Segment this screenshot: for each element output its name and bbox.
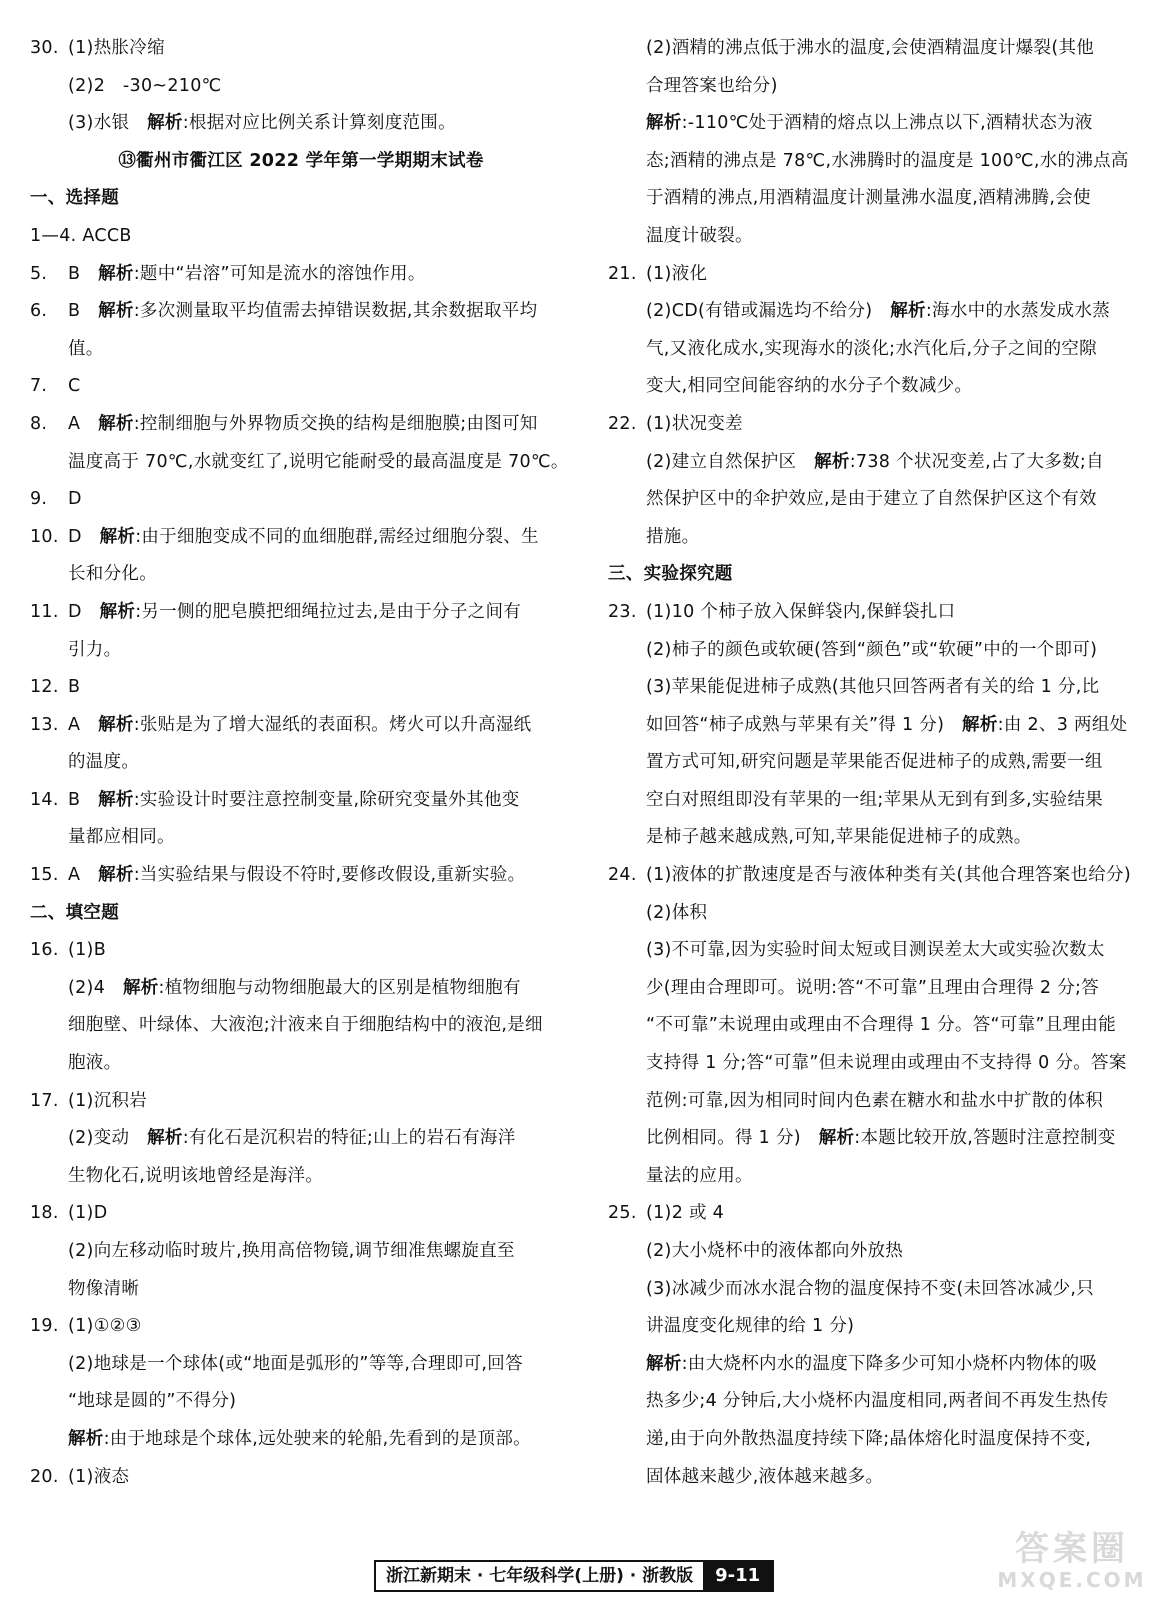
answer-text: (1)液态 [68, 1466, 130, 1487]
analysis-label: 解析 [890, 301, 926, 322]
analysis-label: 解析 [98, 789, 134, 810]
answer-text: (1)D [68, 1203, 108, 1224]
answer-text: 1—4. ACCB [30, 225, 132, 246]
answer-line [608, 406, 1140, 444]
answer-line [30, 68, 572, 106]
answer-line [608, 932, 1140, 970]
answer-line [30, 1233, 572, 1271]
answer-line [30, 857, 572, 895]
answer-line [608, 819, 1140, 857]
answer-line [30, 819, 572, 857]
answer-line [608, 1459, 1140, 1497]
answer-text: (1)热胀冷缩 [68, 38, 165, 58]
analysis-label: 解析 [814, 451, 850, 472]
answer-line [608, 1083, 1140, 1121]
answer-text: (2)4 [68, 977, 123, 998]
exam-title [30, 143, 572, 181]
answer-line [30, 707, 572, 745]
answer-line [30, 1271, 572, 1309]
answer-text: A [68, 714, 99, 735]
analysis-label: 解析 [646, 113, 682, 134]
question-number: 20. [30, 1466, 59, 1487]
analysis-text: :张贴是为了增大湿纸的表面积。烤火可以升高湿纸 [133, 714, 532, 735]
answer-text: 措施。 [646, 526, 700, 547]
answer-line [608, 1271, 1140, 1309]
analysis-text: :控制细胞与外界物质交换的结构是细胞膜;由图可知 [133, 413, 538, 434]
answer-text: B [68, 301, 99, 322]
answer-text: 二、填空题 [30, 902, 119, 923]
answer-line [608, 970, 1140, 1008]
answer-text: 温度计破裂。 [646, 225, 753, 246]
answer-text: (2)地球是一个球体(或“地面是弧形的”等等,合理即可,回答 [68, 1353, 523, 1374]
analysis-label: 解析 [818, 1128, 855, 1149]
answer-text: (1)B [68, 940, 106, 961]
answer-text: (2)向左移动临时玻片,换用高倍物镜,调节细准焦螺旋直至 [68, 1241, 515, 1261]
answer-text: B [68, 677, 81, 698]
section-heading [30, 180, 572, 218]
answer-line [608, 1346, 1140, 1384]
answer-line [608, 1158, 1140, 1196]
analysis-text: :由于地球是个球体,远处驶来的轮船,先看到的是顶部。 [103, 1428, 531, 1449]
answer-text: 合理答案也给分) [646, 75, 778, 96]
answer-text: (2)体积 [646, 902, 708, 923]
question-number: 5. [30, 263, 48, 284]
question-number: 16. [30, 940, 59, 961]
answer-text: “地球是圆的”不得分) [68, 1391, 237, 1412]
answer-line [608, 331, 1140, 369]
answer-line [608, 256, 1140, 294]
answer-text: 一、选择题 [30, 188, 119, 209]
answer-text: (2)CD(有错或漏选均不给分) [646, 301, 891, 322]
answer-line [30, 1459, 572, 1497]
answer-line [608, 632, 1140, 670]
answer-text: C [68, 376, 81, 397]
right-column [608, 30, 1140, 1496]
question-number: 9. [30, 489, 48, 510]
answer-line [608, 30, 1140, 68]
answer-line [608, 368, 1140, 406]
answer-text: 是柿子越来越成熟,可知,苹果能促进柿子的成熟。 [646, 827, 1032, 848]
analysis-text: :由 2、3 两组处 [997, 714, 1128, 735]
answer-text: 热多少;4 分钟后,大小烧杯内温度相同,两者间不再发生热传 [646, 1391, 1109, 1412]
answer-text: (2)酒精的沸点低于沸水的温度,会使酒精温度计爆裂(其他 [646, 38, 1095, 58]
answer-line [30, 556, 572, 594]
answer-text: ⑬衢州市衢江区 2022 学年第一学期期末试卷 [118, 150, 484, 171]
answer-line [608, 594, 1140, 632]
answer-text: 空白对照组即没有苹果的一组;苹果从无到有到多,实验结果 [646, 789, 1104, 810]
answer-line [608, 519, 1140, 557]
analysis-text: :另一侧的肥皂膜把细绳拉过去,是由于分子之间有 [135, 601, 522, 622]
question-number: 22. [608, 413, 637, 434]
analysis-text: :多次测量取平均值需去掉错误数据,其余数据取平均 [133, 301, 538, 322]
answer-line [608, 1195, 1140, 1233]
answer-line [608, 744, 1140, 782]
analysis-text: :根据对应比例关系计算刻度范围。 [182, 113, 456, 134]
answer-text: (1)沉积岩 [68, 1090, 148, 1111]
answer-text: 置方式可知,研究问题是苹果能否促进柿子的成熟,需要一组 [646, 752, 1103, 773]
question-number: 13. [30, 714, 59, 735]
answer-text: (2)建立自然保护区 [646, 451, 815, 472]
answer-line [30, 669, 572, 707]
answer-line [30, 331, 572, 369]
answer-text: (3)水银 [68, 113, 148, 134]
answer-line [30, 406, 572, 444]
answer-text: 的温度。 [68, 752, 140, 773]
answer-line [608, 1233, 1140, 1271]
question-number: 30. [30, 38, 59, 58]
answer-text: 生物化石,说明该地曾经是海洋。 [68, 1165, 324, 1186]
answer-line [30, 1421, 572, 1459]
watermark-text: 答案圈 [1015, 1529, 1129, 1569]
answer-line [30, 481, 572, 519]
answer-line [30, 594, 572, 632]
answer-text: D [68, 489, 82, 510]
question-number: 25. [608, 1203, 637, 1224]
question-number: 10. [30, 526, 59, 547]
answer-text: 量法的应用。 [646, 1165, 753, 1186]
answer-text: (2)2 -30~210℃ [68, 75, 222, 96]
question-number: 17. [30, 1090, 59, 1111]
question-number: 24. [608, 865, 637, 886]
answer-text: 物像清晰 [68, 1278, 140, 1299]
answer-text: 值。 [68, 338, 104, 359]
answer-line [608, 105, 1140, 143]
answer-line [608, 782, 1140, 820]
answer-text: 少(理由合理即可。说明:答“不可靠”且理由合理得 2 分;答 [646, 977, 1100, 998]
answer-text: 支持得 1 分;答“可靠”但未说理由或理由不支持得 0 分。答案 [646, 1053, 1127, 1074]
analysis-label: 解析 [962, 714, 998, 735]
answer-line [608, 481, 1140, 519]
answer-line [30, 105, 572, 143]
analysis-label: 解析 [98, 301, 134, 322]
answer-line [608, 1421, 1140, 1459]
answer-text: (3)不可靠,因为实验时间太短或目测误差太大或实验次数太 [646, 940, 1105, 961]
answer-text: (1)①②③ [68, 1316, 142, 1337]
analysis-label: 解析 [646, 1353, 682, 1374]
answer-line [30, 1158, 572, 1196]
answer-line [30, 1083, 572, 1121]
answer-line [30, 1308, 572, 1346]
analysis-label: 解析 [99, 601, 136, 622]
answer-line [30, 30, 572, 68]
answer-text: 细胞壁、叶绿体、大液泡;汁液来自于细胞结构中的液泡,是细 [68, 1015, 543, 1036]
answer-text: (1)状况变差 [646, 413, 743, 434]
answer-text: (3)冰减少而冰水混合物的温度保持不变(未回答冰减少,只 [646, 1278, 1095, 1299]
analysis-text: :当实验结果与假设不符时,要修改假设,重新实验。 [133, 865, 526, 886]
watermark-url: MXQE.COM [997, 1568, 1147, 1592]
watermark-logo [983, 1530, 1161, 1596]
answer-line [608, 895, 1140, 933]
answer-text: (2)大小烧杯中的液体都向外放热 [646, 1241, 904, 1261]
answer-text: 比例相同。得 1 分) [646, 1128, 819, 1149]
answer-line [608, 444, 1140, 482]
analysis-label: 解析 [68, 1428, 104, 1449]
answer-line [608, 1120, 1140, 1158]
answer-text: 长和分化。 [68, 564, 157, 585]
answer-line [30, 932, 572, 970]
answer-text: (1)2 或 4 [646, 1203, 725, 1224]
answer-line [30, 1383, 572, 1421]
answer-line [608, 1308, 1140, 1346]
answer-text: 于酒精的沸点,用酒精温度计测量沸水温度,酒精沸腾,会使 [646, 188, 1091, 209]
page-number: 9-11 [703, 1562, 772, 1590]
answer-text: 讲温度变化规律的给 1 分) [646, 1316, 855, 1337]
question-number: 11. [30, 601, 59, 622]
answer-text: 变大,相同空间能容纳的水分子个数减少。 [646, 376, 973, 397]
analysis-text: :-110℃处于酒精的熔点以上沸点以下,酒精状态为液 [681, 113, 1093, 134]
answer-line [30, 1195, 572, 1233]
question-number: 8. [30, 413, 48, 434]
page-footer [374, 1560, 774, 1592]
answer-line [30, 970, 572, 1008]
answer-text: 态;酒精的沸点是 78℃,水沸腾时的温度是 100℃,水的沸点高 [646, 150, 1129, 171]
answer-text: (1)液化 [646, 263, 708, 284]
answer-line [608, 707, 1140, 745]
answer-line [30, 1007, 572, 1045]
answer-text: 三、实验探究题 [608, 564, 733, 585]
footer-title: 浙江新期末 · 七年级科学(上册) · 浙教版 [386, 1566, 694, 1586]
answer-line [608, 293, 1140, 331]
answer-line [608, 218, 1140, 256]
analysis-text: :实验设计时要注意控制变量,除研究变量外其他变 [133, 789, 520, 810]
left-column [30, 30, 572, 1496]
question-number: 18. [30, 1203, 59, 1224]
answer-line [30, 632, 572, 670]
answer-line [30, 519, 572, 557]
analysis-label: 解析 [147, 1128, 183, 1149]
answer-text: “不可靠”未说理由或理由不合理得 1 分。答“可靠”且理由能 [646, 1015, 1117, 1036]
question-number: 21. [608, 263, 637, 284]
answer-line [608, 143, 1140, 181]
answer-text: (3)苹果能促进柿子成熟(其他只回答两者有关的给 1 分,比 [646, 677, 1100, 698]
answer-line [30, 293, 572, 331]
question-number: 15. [30, 865, 59, 886]
analysis-label: 解析 [98, 865, 134, 886]
analysis-label: 解析 [147, 113, 183, 134]
answer-line [608, 1045, 1140, 1083]
answer-line [30, 744, 572, 782]
analysis-label: 解析 [98, 714, 134, 735]
answer-line [608, 1007, 1140, 1045]
analysis-text: :由大烧杯内水的温度下降多少可知小烧杯内物体的吸 [681, 1353, 1098, 1374]
answer-text: (1)液体的扩散速度是否与液体种类有关(其他合理答案也给分) [646, 865, 1131, 886]
question-number: 6. [30, 301, 48, 322]
analysis-text: :有化石是沉积岩的特征;山上的岩石有海洋 [182, 1128, 516, 1149]
answer-line [30, 218, 572, 256]
answer-text: 范例:可靠,因为相同时间内色素在糖水和盐水中扩散的体积 [646, 1090, 1104, 1111]
analysis-label: 解析 [122, 977, 159, 998]
answer-text: A [68, 413, 99, 434]
question-number: 7. [30, 376, 48, 397]
answer-text: (2)变动 [68, 1128, 148, 1149]
answer-text: B [68, 789, 99, 810]
question-number: 23. [608, 601, 637, 622]
answer-line [608, 857, 1140, 895]
analysis-label: 解析 [98, 263, 134, 284]
answer-line [30, 368, 572, 406]
answer-text: D [68, 601, 100, 622]
question-number: 12. [30, 677, 59, 698]
analysis-text: :植物细胞与动物细胞最大的区别是植物细胞有 [158, 977, 521, 998]
analysis-text: :本题比较开放,答题时注意控制变 [854, 1128, 1116, 1149]
answer-line [608, 68, 1140, 106]
section-heading [608, 556, 1140, 594]
answer-line [608, 669, 1140, 707]
answer-text: 如回答“柿子成熟与苹果有关”得 1 分) [646, 714, 963, 735]
answer-text: 递,由于向外散热温度持续下降;晶体熔化时温度保持不变, [646, 1428, 1092, 1449]
answer-text: (1)10 个柿子放入保鲜袋内,保鲜袋扎口 [646, 601, 956, 622]
answer-line [608, 1383, 1140, 1421]
answer-text: 温度高于 70℃,水就变红了,说明它能耐受的最高温度是 70℃。 [68, 451, 569, 472]
answer-text: 胞液。 [68, 1053, 122, 1074]
answer-line [30, 256, 572, 294]
answer-text: 气,又液化成水,实现海水的淡化;水汽化后,分子之间的空隙 [646, 338, 1097, 359]
analysis-text: :738 个状况变差,占了大多数;自 [849, 451, 1104, 472]
answer-line [30, 1120, 572, 1158]
analysis-label: 解析 [99, 526, 136, 547]
answer-text: D [68, 526, 100, 547]
answer-text: 引力。 [68, 639, 122, 660]
answer-text: 量都应相同。 [68, 827, 175, 848]
answer-line [30, 1045, 572, 1083]
answer-line [30, 782, 572, 820]
answer-text: A [68, 865, 99, 886]
answer-text: (2)柿子的颜色或软硬(答到“颜色”或“软硬”中的一个即可) [646, 639, 1098, 660]
analysis-label: 解析 [98, 413, 134, 434]
answer-line [608, 180, 1140, 218]
answer-text: 固体越来越少,液体越来越多。 [646, 1466, 884, 1487]
section-heading [30, 895, 572, 933]
answer-text: B [68, 263, 99, 284]
analysis-text: :海水中的水蒸发成水蒸 [925, 301, 1111, 322]
question-number: 14. [30, 789, 59, 810]
answer-line [30, 444, 572, 482]
analysis-text: :题中“岩溶”可知是流水的溶蚀作用。 [133, 263, 426, 284]
answer-line [30, 1346, 572, 1384]
question-number: 19. [30, 1316, 59, 1337]
analysis-text: :由于细胞变成不同的血细胞群,需经过细胞分裂、生 [135, 526, 539, 547]
answer-text: 然保护区中的伞护效应,是由于建立了自然保护区这个有效 [646, 489, 1097, 510]
